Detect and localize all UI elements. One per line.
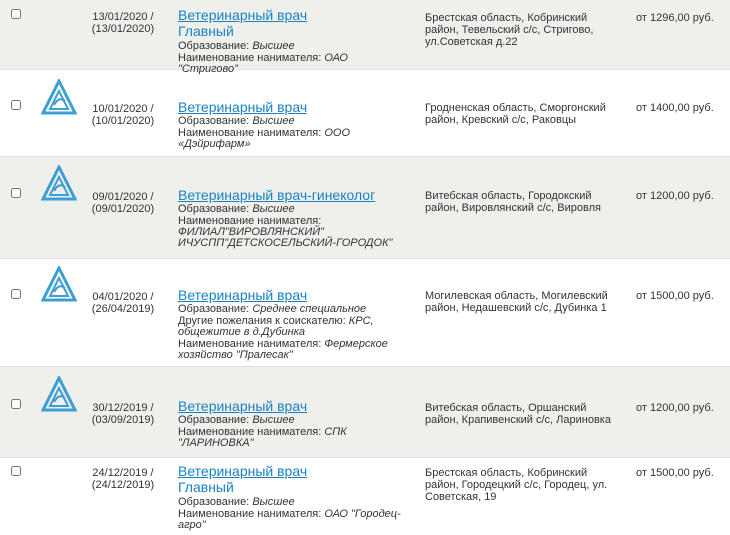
employer-line (178, 509, 403, 531)
vacancy-dates (88, 103, 158, 127)
triangle-emblem-icon (41, 266, 77, 304)
vacancy-checkbox[interactable] (11, 466, 21, 476)
date-original: (09/01/2020) (91, 203, 155, 215)
wishes-line (178, 316, 403, 338)
vacancy-subtitle: Главный (178, 23, 234, 39)
employer-line (178, 216, 403, 249)
education-label: Образование: (178, 203, 250, 215)
education-line (178, 415, 403, 426)
vacancy-checkbox[interactable] (11, 289, 21, 299)
education-label: Образование: (178, 414, 250, 426)
date-original: (13/01/2020) (91, 23, 155, 35)
education-value: Высшее (252, 203, 295, 215)
education-line (178, 497, 403, 508)
vacancy-info (178, 187, 403, 249)
date-posted: 30/12/2019 / (92, 402, 154, 414)
vacancy-salary: от 1500,00 руб. (636, 290, 714, 302)
date-posted: 09/01/2020 / (92, 191, 154, 203)
education-value: Среднее специальное (252, 303, 367, 315)
employer-label: Наименование нанимателя: (178, 426, 322, 438)
date-posted: 24/12/2019 / (92, 467, 154, 479)
employer-label: Наименование нанимателя: (178, 338, 322, 350)
vacancy-address: Гродненская область, Сморгонский район, Кревский с/с, Раковцы (425, 102, 606, 126)
education-value: Высшее (252, 40, 295, 52)
vacancy-address: Брестская область, Кобринский район, Городецкий с/с, Городец, ул. Советская, 19 (425, 467, 608, 503)
education-label: Образование: (178, 115, 250, 127)
vacancy-title-link[interactable]: Ветеринарный врач (178, 7, 308, 23)
vacancy-address: Брестская область, Кобринский район, Тевельский с/с, Стригово, ул.Советская д.22 (425, 12, 594, 48)
education-label: Образование: (178, 303, 250, 315)
vacancy-info (178, 398, 403, 449)
employer-value: ОАО "Стригово" (178, 52, 348, 75)
vacancy-dates (88, 467, 158, 491)
employer-value: ООО «Дэйрифарм» (178, 127, 350, 150)
employer-line (178, 128, 403, 150)
date-posted: 10/01/2020 / (92, 103, 154, 115)
vacancy-dates (88, 291, 158, 315)
vacancy-salary: от 1200,00 руб. (636, 402, 714, 414)
triangle-emblem-icon (41, 376, 77, 414)
date-original: (03/09/2019) (91, 414, 155, 426)
vacancy-row (0, 0, 730, 75)
employer-label: Наименование нанимателя: (178, 508, 322, 520)
education-value: Высшее (252, 496, 295, 508)
employer-label: Наименование нанимателя: (178, 215, 322, 227)
date-posted: 04/01/2020 / (92, 291, 154, 303)
date-posted: 13/01/2020 / (92, 11, 154, 23)
vacancy-row (0, 70, 730, 157)
vacancy-checkbox[interactable] (11, 100, 21, 110)
triangle-emblem-icon (41, 79, 77, 117)
vacancy-salary: от 1200,00 руб. (636, 190, 714, 202)
vacancy-dates (88, 11, 158, 35)
vacancy-title-link[interactable]: Ветеринарный врач (178, 287, 308, 303)
vacancy-salary: от 1400,00 руб. (636, 102, 714, 114)
employer-value: ФИЛИАЛ"ВИРОВЛЯНСКИЙ" ИЧУСПП"ДЕТСКОСЕЛЬСКИЙ-ГОРОДОК" (178, 226, 393, 249)
education-line (178, 41, 403, 52)
vacancy-info (178, 287, 403, 361)
vacancy-title-link[interactable]: Ветеринарный врач-гинеколог (178, 187, 376, 203)
date-original: (24/12/2019) (91, 479, 155, 491)
employer-value: Фермерское хозяйство "Пралесак" (178, 338, 388, 361)
wishes-label: Другие пожелания к соискателю: (178, 315, 346, 327)
date-original: (10/01/2020) (91, 115, 155, 127)
vacancy-info (178, 99, 403, 150)
vacancy-row (0, 458, 730, 535)
vacancy-dates (88, 402, 158, 426)
vacancy-info (178, 7, 403, 75)
wishes-value: КРС, общежитие в д.Дубинка (178, 315, 374, 338)
vacancy-dates (88, 191, 158, 215)
education-value: Высшее (252, 115, 295, 127)
vacancy-row (0, 367, 730, 458)
vacancy-subtitle: Главный (178, 479, 234, 495)
vacancy-address: Витебская область, Городокский район, Вировлянский с/с, Вировля (425, 190, 601, 214)
employer-label: Наименование нанимателя: (178, 52, 322, 64)
vacancy-info (178, 463, 403, 531)
vacancy-checkbox[interactable] (11, 188, 21, 198)
vacancy-title-link[interactable]: Ветеринарный врач (178, 99, 308, 115)
education-label: Образование: (178, 40, 250, 52)
employer-value: ОАО "Городец-агро" (178, 508, 401, 531)
vacancy-row (0, 259, 730, 367)
education-line (178, 204, 403, 215)
vacancy-checkbox[interactable] (11, 9, 21, 19)
education-line (178, 304, 403, 315)
employer-line (178, 427, 403, 449)
vacancy-address: Могилевская область, Могилевский район, Недашевский с/с, Дубинка 1 (425, 290, 608, 314)
vacancy-salary: от 1500,00 руб. (636, 467, 714, 479)
employer-value: СПК "ЛАРИНОВКА" (178, 426, 347, 449)
date-original: (26/04/2019) (91, 303, 155, 315)
employer-label: Наименование нанимателя: (178, 127, 322, 139)
vacancy-checkbox[interactable] (11, 399, 21, 409)
education-label: Образование: (178, 496, 250, 508)
vacancy-row (0, 157, 730, 259)
employer-line (178, 339, 403, 361)
vacancy-salary: от 1296,00 руб. (636, 12, 714, 24)
education-line (178, 116, 403, 127)
triangle-emblem-icon (41, 165, 77, 203)
vacancy-title-link[interactable]: Ветеринарный врач (178, 463, 308, 479)
vacancy-address: Витебская область, Оршанский район, Крапивенский с/с, Лариновка (425, 402, 611, 426)
education-value: Высшее (252, 414, 295, 426)
vacancy-title-link[interactable]: Ветеринарный врач (178, 398, 308, 414)
